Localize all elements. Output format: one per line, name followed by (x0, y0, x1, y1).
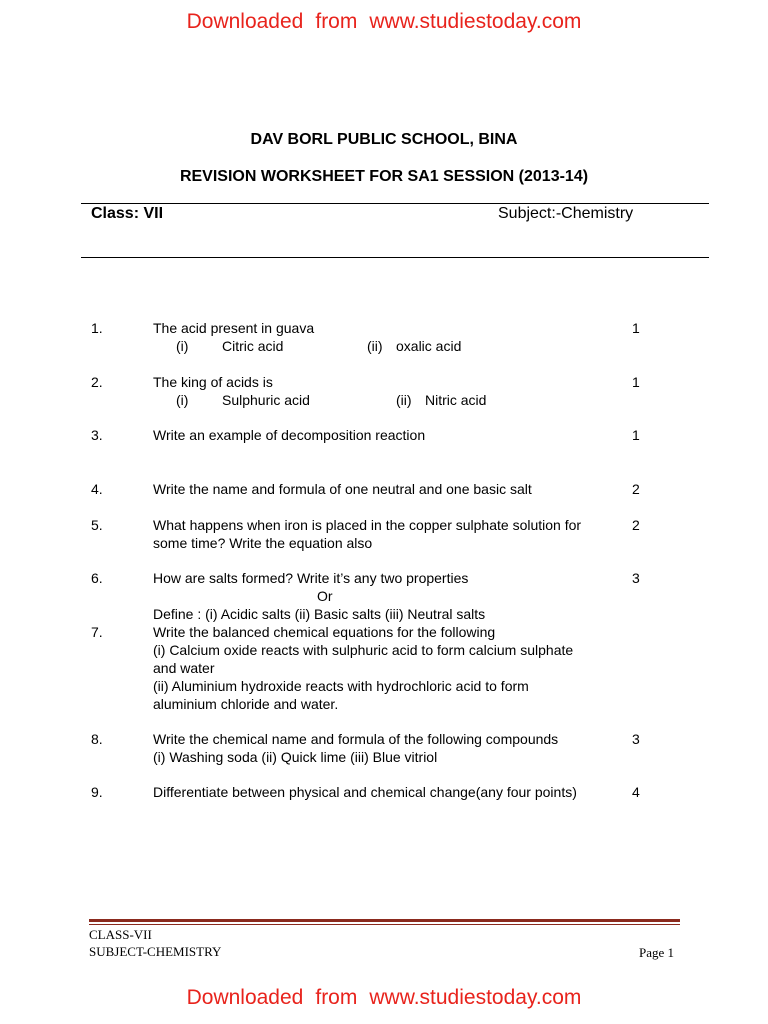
question-marks: 3 (632, 731, 640, 747)
banner-word-downloaded: Downloaded (186, 986, 304, 1009)
question-text: What happens when iron is placed in the copper sulphate solution for (153, 517, 582, 533)
question-marks: 2 (632, 481, 640, 497)
or-separator: Or (317, 588, 333, 604)
footer-rule-thick (89, 919, 680, 922)
banner-url: www.studiestoday.com (369, 986, 582, 1009)
question-text: (i) Calcium oxide reacts with sulphuric acid to form calcium sulphate (153, 642, 574, 658)
question-text: The acid present in guava (153, 320, 315, 336)
question-number: 1. (91, 320, 103, 336)
question-text: How are salts formed? Write it’s any two properties (153, 570, 469, 586)
question-marks: 3 (632, 570, 640, 586)
option-text: Citric acid (222, 338, 284, 354)
worksheet-title: REVISION WORKSHEET FOR SA1 SESSION (2013-14) (179, 168, 589, 185)
question-marks: 1 (632, 374, 640, 390)
question-marks: 4 (632, 784, 640, 800)
school-name: DAV BORL PUBLIC SCHOOL, BINA (250, 131, 518, 148)
download-banner-top[interactable] (0, 10, 768, 34)
question-number: 8. (91, 731, 103, 747)
question-text: some time? Write the equation also (153, 535, 373, 551)
question-marks: 1 (632, 320, 640, 336)
question-text: (ii) Aluminium hydroxide reacts with hydrochloric acid to form (153, 678, 529, 694)
download-banner-bottom[interactable] (0, 986, 768, 1010)
question-marks: 1 (632, 427, 640, 443)
footer-rule-thin (89, 924, 680, 925)
subject-label: Subject:-Chemistry (498, 205, 634, 222)
question-text: Differentiate between physical and chemical change(any four points) (153, 784, 577, 800)
class-label: Class: VII (91, 205, 164, 222)
option-text: Nitric acid (425, 392, 487, 408)
question-number: 2. (91, 374, 103, 390)
question-number: 6. (91, 570, 103, 586)
banner-url: www.studiestoday.com (369, 10, 582, 33)
question-text: aluminium chloride and water. (153, 696, 339, 712)
question-number: 4. (91, 481, 103, 497)
option-text: Sulphuric acid (222, 392, 310, 408)
footer-subject: SUBJECT-CHEMISTRY (89, 944, 222, 959)
question-text: and water (153, 660, 215, 676)
question-text: Write the chemical name and formula of the following compounds (153, 731, 559, 747)
question-number: 7. (91, 624, 103, 640)
option-label: (ii) (396, 392, 412, 408)
question-text: Write the balanced chemical equations for the following (153, 624, 496, 640)
option-label: (i) (176, 392, 189, 408)
question-number: 9. (91, 784, 103, 800)
option-label: (i) (176, 338, 189, 354)
banner-word-from: from (315, 10, 358, 33)
footer-class: CLASS-VII (89, 927, 152, 942)
banner-word-from: from (315, 986, 358, 1009)
option-text: oxalic acid (396, 338, 462, 354)
page-number: Page 1 (639, 945, 675, 960)
question-text: (i) Washing soda (ii) Quick lime (iii) Blue vitriol (153, 749, 438, 765)
question-marks: 2 (632, 517, 640, 533)
question-text: The king of acids is (153, 374, 273, 390)
question-alt-text: Define : (i) Acidic salts (ii) Basic salts (iii) Neutral salts (153, 606, 486, 622)
option-label: (ii) (367, 338, 383, 354)
question-text: Write the name and formula of one neutral and one basic salt (153, 481, 532, 497)
header-rule-bottom (81, 257, 709, 258)
question-number: 3. (91, 427, 103, 443)
banner-word-downloaded: Downloaded (186, 10, 304, 33)
header-rule-top (81, 203, 709, 204)
question-number: 5. (91, 517, 103, 533)
question-text: Write an example of decomposition reaction (153, 427, 426, 443)
